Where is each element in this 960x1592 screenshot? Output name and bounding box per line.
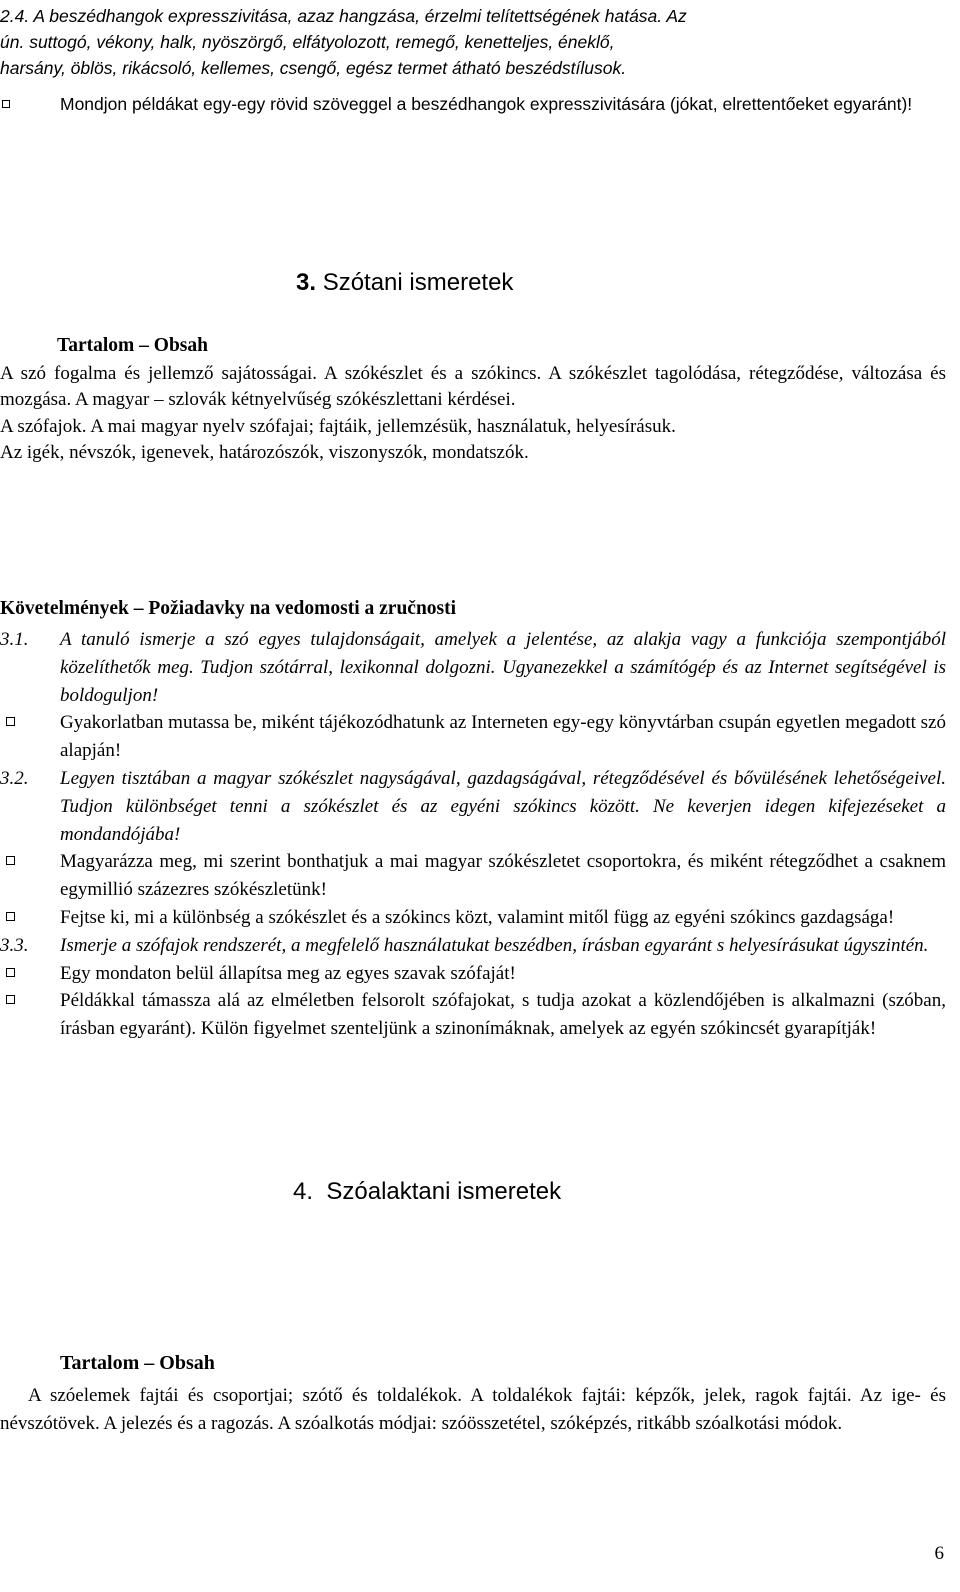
list-item: [0, 709, 946, 765]
chapter-4-content-para: A szóelemek fajtái és csoportjai; szótő és toldalékok. A toldalékok fajtái: képzők, jelek, ragok fajtái. Az ige- és névszótövek. A jelezés és a ragozás. A szóalkotás módjai: szóösszetétel, szóképzés, ritkább szóalkotási módok.: [0, 1385, 946, 1434]
list-item: [0, 960, 946, 988]
task-text: Magyarázza meg, mi szerint bonthatjuk a mai magyar szókészletet csoportokra, és miként rétegződhet a csaknem egymillió százezres szókészletünk!: [60, 851, 946, 901]
list-item: [0, 91, 946, 117]
task-text: Gyakorlatban mutassa be, miként tájékozódhatunk az Interneten egy-egy könyvtárban csupán egyetlen megadott szó alapján!: [60, 712, 946, 762]
section-2-4-line-3: harsány, öblös, rikácsoló, kellemes, csengő, egész termet átható beszédstílusok.: [0, 58, 627, 78]
requirement-3-3: [0, 932, 946, 960]
chapter-3-content-line-2: A szófajok. A mai magyar nyelv szófajai; fajtáik, jellemzésük, használatuk, helyesírásuk.: [0, 415, 676, 437]
chapter-3-requirements: [0, 626, 946, 1043]
checkbox-bullet-icon: [0, 960, 60, 986]
task-text: Fejtse ki, mi a különbség a szókészlet és a szókincs közt, valamint mitől függ az egyéni szókincs gazdagsága!: [60, 906, 895, 928]
requirement-number: 3.3.: [0, 934, 29, 956]
checkbox-bullet-icon: [0, 848, 60, 874]
task-text: Egy mondaton belül állapítsa meg az egyes szavak szófaját!: [60, 962, 516, 984]
page-number: 6: [934, 1543, 944, 1564]
requirement-text: Legyen tisztában a magyar szókészlet nagyságával, gazdagságával, rétegződésével és bővülésének lehetőségeivel. Tudjon különbséget tenni a szókészlet és az egyéni szókincs között. Ne keverjen idegen kifejezéseket a mondandójába!: [60, 767, 946, 845]
chapter-3-heading: [296, 268, 513, 298]
chapter-3-content-line-3: Az igék, névszók, igenevek, határozószók, viszonyszók, mondatszók.: [0, 441, 529, 463]
checkbox-bullet-icon: [0, 987, 60, 1013]
section-2-4-task: [0, 91, 946, 117]
section-2-4-text: [0, 3, 946, 81]
task-text: Mondjon példákat egy-egy rövid szöveggel a beszédhangok expresszivitására (jókat, elrettentőeket egyaránt)!: [60, 94, 913, 114]
chapter-4-content: [0, 1382, 946, 1438]
list-item: [0, 987, 946, 1043]
checkbox-bullet-icon: [0, 709, 60, 735]
list-item: [0, 904, 946, 932]
checkbox-bullet-icon: [0, 904, 60, 930]
requirement-number: 3.2.: [0, 767, 29, 789]
requirement-text: A tanuló ismerje a szó egyes tulajdonságait, amelyek a jelentése, az alakja vagy a funkciója szempontjából közelíthetők meg. Tudjon szótárral, lexikonnal dolgozni. Ugyanezekkel a számítógép és az Internet segítségével is boldoguljon!: [60, 629, 946, 706]
requirement-3-1: [0, 626, 946, 709]
chapter-3-content-para: A szó fogalma és jellemző sajátosságai. A szókészlet és a szókincs. A szókészlet tagolódása, rétegződése, változása és mozgása. A magyar – szlovák kétnyelvűség szókészlettani kérdései.: [0, 363, 946, 411]
chapter-4-number: 4.: [293, 1178, 314, 1205]
requirement-number: 3.1.: [0, 629, 29, 650]
chapter-4-content-heading: Tartalom – Obsah: [60, 1352, 215, 1374]
chapter-3-number: 3.: [296, 269, 317, 296]
chapter-4-heading: [293, 1177, 561, 1207]
section-2-4-line-2: ún. suttogó, vékony, halk, nyöszörgő, elfátyolozott, remegő, kenetteljes, éneklő,: [0, 32, 615, 52]
section-2-4-line-1: 2.4. A beszédhangok expresszivitása, azaz hangzása, érzelmi telítettségének hatása. Az: [0, 6, 687, 26]
requirement-3-2: [0, 765, 946, 848]
chapter-3-content: [0, 361, 946, 466]
task-text: Példákkal támassza alá az elméletben felsorolt szófajokat, s tudja azokat a közlendőjében is alkalmazni (szóban, írásban egyaránt). Külön figyelmet szenteljünk a szinonímáknak, amelyek az egyén szókincsét gyarapítják!: [60, 990, 946, 1040]
chapter-3-requirements-heading: Követelmények – Požiadavky na vedomosti a zručnosti: [0, 598, 457, 619]
list-item: [0, 848, 946, 904]
chapter-3-title: Szótani ismeretek: [322, 269, 514, 296]
checkbox-bullet-icon: [0, 91, 60, 117]
chapter-3-content-heading: Tartalom – Obsah: [57, 335, 208, 356]
chapter-4-title: Szóalaktani ismeretek: [326, 1178, 562, 1205]
requirement-text: Ismerje a szófajok rendszerét, a megfelelő használatukat beszédben, írásban egyaránt s helyesírásukat úgyszintén.: [60, 934, 929, 956]
